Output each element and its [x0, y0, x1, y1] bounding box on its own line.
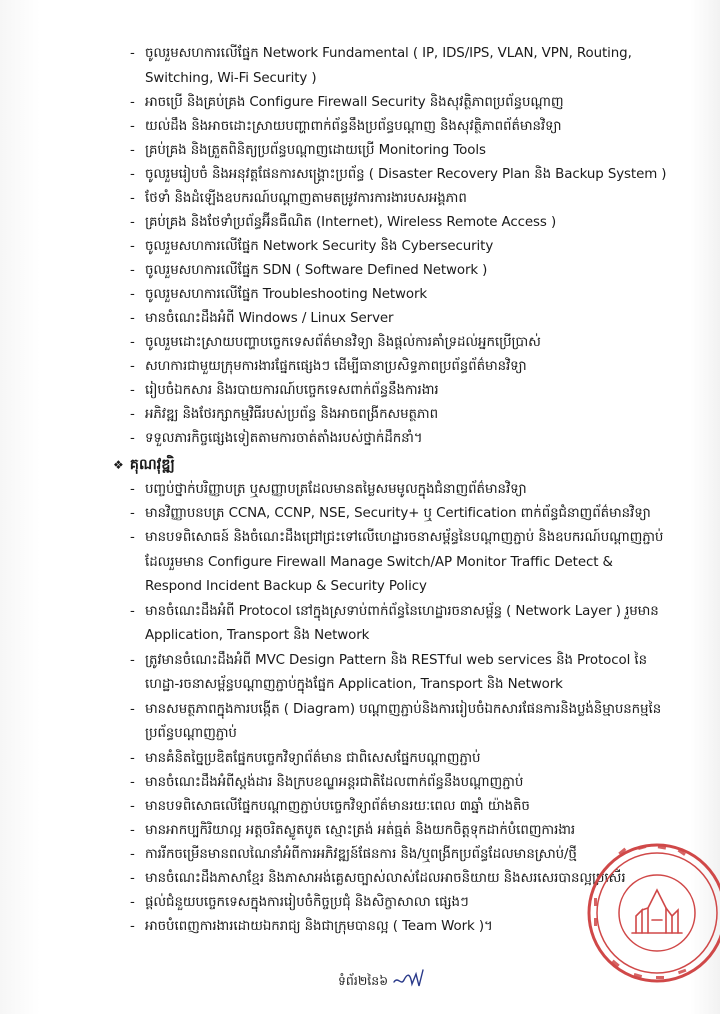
list-item: - ចូលរួមសហការលើផ្នែក Troubleshooting Network — [130, 287, 428, 302]
list-item: - មានអាកប្បកិរិយាល្អ អត្តចរិតស្លូតបូត ស្មោះត្រង់ អត់ធ្មត់ និងយកចិត្តទុកដាក់បំពេញការងារ — [130, 822, 576, 838]
list-item: - បញ្ចប់ថ្នាក់បរិញ្ញាបត្រ ឬសញ្ញាបត្រដែលមានតម្លៃសមមូលក្នុងជំនាញព័ត៌មានវិទ្យា — [130, 482, 527, 497]
list-item: - អាចបំពេញការងារដោយឯករាជ្យ និងជាក្រុមបានល្អ ( Team Work )។ — [130, 918, 493, 934]
list-item: - មានចំណេះដឹងអំពី Protocol នៅក្នុងស្រទាប់ពាក់ព័ន្ធនៃហេដ្ឋារចនាសម្ព័ន្ធ ( Network Layer ) រួមមាន Application, Transport និង Network — [130, 603, 659, 643]
list-item: - មានគំនិតច្នៃប្រឌិតផ្នែកបច្ចេកវិទ្យាព័ត៌មាន ជាពិសេសផ្នែកបណ្តាញភ្ជាប់ — [130, 750, 481, 766]
list-item: - មានចំណេះដឹងអំពីស្តង់ដារ និងក្របខណ្ឌអន្តរជាតិដែលពាក់ព័ន្ធនឹងបណ្តាញភ្ជាប់ — [130, 774, 524, 790]
list-item: - គ្រប់គ្រង និងត្រួតពិនិត្យប្រព័ន្ធបណ្ដាញដោយប្រើ Monitoring Tools — [130, 143, 486, 158]
list-item: - សហការជាមួយក្រុមការងារផ្នែកផ្សេងៗ ដើម្បីធានាប្រសិទ្ធភាពប្រព័ន្ធព័ត៌មានវិទ្យា — [130, 359, 527, 374]
list-item: - ផ្ដល់ជំនួយបច្ចេកទេសក្នុងការរៀបចំកិច្ចប្រជុំ និងសិក្ខាសាលា ផ្សេងៗ — [130, 894, 469, 910]
list-item: - អភិវឌ្ឍ និងថែរក្សាកម្មវិធីរបស់ប្រព័ន្ធ និងអាចពង្រីកសមត្ថភាព — [130, 407, 438, 422]
page-number: ទំព័រ២នៃ៦ — [338, 973, 389, 988]
duties-list — [113, 42, 670, 939]
list-item: - មានចំណេះដឹងភាសាខ្មែរ និងភាសាអង់គ្លេសច្បាស់លាស់ដែលអាចនិយាយ និងសរសេរបានល្អប្រសើរ — [130, 870, 626, 886]
qualifications-heading: ❖ គុណវុឌ្ឍិ — [113, 457, 175, 473]
list-item: - មានវិញ្ញាបនបត្រ CCNA, CCNP, NSE, Security+ ឬ Certification ពាក់ព័ន្ធជំនាញព័ត៌មានវិទ្យា — [130, 506, 651, 521]
list-item: - យល់ដឹង និងអាចដោះស្រាយបញ្ហាពាក់ព័ន្ធនឹងប្រព័ន្ធបណ្ដាញ និងសុវត្ថិភាពព័ត៌មានវិទ្យា — [130, 119, 562, 134]
list-item: - ត្រូវមានចំណេះដឹងអំពី MVC Design Pattern និង RESTful web services និង Protocol នៃហេដ្ឋា-រចនាសម្ព័ន្ធបណ្តាញភ្ជាប់ក្នុងផ្នែក Application, Transport និង Network — [130, 652, 648, 692]
list-item: - ថែទាំ និងដំឡើងឧបករណ៍បណ្ដាញតាមតម្រូវការការងារបសអង្គភាព — [130, 191, 467, 206]
list-item: - ចូលរួមសហការលើផ្នែក Network Fundamental ( IP, IDS/IPS, VLAN, VPN, Routing, Switching, Wi-Fi Security ) — [130, 46, 632, 86]
list-item: - មានសមត្ថភាពក្នុងការបង្កើត ( Diagram) បណ្តាញភ្ជាប់និងការរៀបចំឯកសារផែនការនិងប្លង់និម្មាបនកម្មនៃប្រព័ន្ធបណ្តាញភ្ជាប់ — [130, 701, 662, 741]
list-item: - រៀបចំឯកសារ និងរបាយការណ៍បច្ចេកទេសពាក់ព័ន្ធនឹងការងារ — [130, 383, 439, 398]
diamond-bullet-icon: ❖ — [113, 458, 124, 472]
list-item: - អាចប្រើ និងគ្រប់គ្រង Configure Firewall Security និងសុវត្ថិភាពប្រព័ន្ធបណ្ដាញ — [130, 95, 564, 110]
list-item: - ទទួលភារកិច្ចផ្សេងទៀតតាមការចាត់តាំងរបស់ថ្នាក់ដឹកនាំ។ — [130, 431, 423, 446]
list-item: - គ្រប់គ្រង និងថែទាំប្រព័ន្ធអ៊ីនធឺណិត (Internet), Wireless Remote Access ) — [130, 215, 557, 230]
list-item: - ការរីកចម្រើនមានពលណៃនាំអំពីការអភិវឌ្ឍន៍ផែនការ និង/ឬពង្រីកប្រព័ន្ធដែលមានស្រាប់/ថ្មី — [130, 846, 577, 862]
official-seal-stamp — [582, 838, 720, 988]
list-item: - ចូលរួមរៀបចំ និងអនុវត្តផែនការសង្គ្រោះប្រព័ន្ធ ( Disaster Recovery Plan និង Backup System ) — [130, 167, 667, 182]
list-item: - មានចំណេះដឹងអំពី Windows / Linux Server — [130, 311, 394, 326]
signature-mark — [392, 966, 426, 990]
list-item: - ចូលរួមសហការលើផ្នែក Network Security និង Cybersecurity — [130, 239, 494, 254]
list-item: - ចូលរួមសហការលើផ្នែក SDN ( Software Defined Network ) — [130, 263, 488, 278]
list-item: - ចូលរួមដោះស្រាយបញ្ហាបច្ចេកទេសព័ត៌មានវិទ្យា និងផ្ដល់ការគាំទ្រដល់អ្នកប្រើប្រាស់ — [130, 335, 541, 350]
list-item: - មានបទពិសោធន៍ និងចំណេះដឹងជ្រៅជ្រះទៅលើហេដ្ឋារចនាសម្ព័ន្ធនៃបណ្តាញភ្ជាប់ និងឧបករណ៍បណ្តាញភ្ជាប់ ដែលរួមមាន Configure Firewall Manage Switch/AP Monitor Traffic Detect & Respond Incident Backup & Security Policy — [130, 530, 664, 594]
list-item: - មានបទពិសោធលើផ្នែកបណ្តាញភ្ជាប់បច្ចេកវិទ្យាព័ត៌មានរយៈពេល ៣ឆ្នាំ យ៉ាងតិច — [130, 798, 530, 814]
